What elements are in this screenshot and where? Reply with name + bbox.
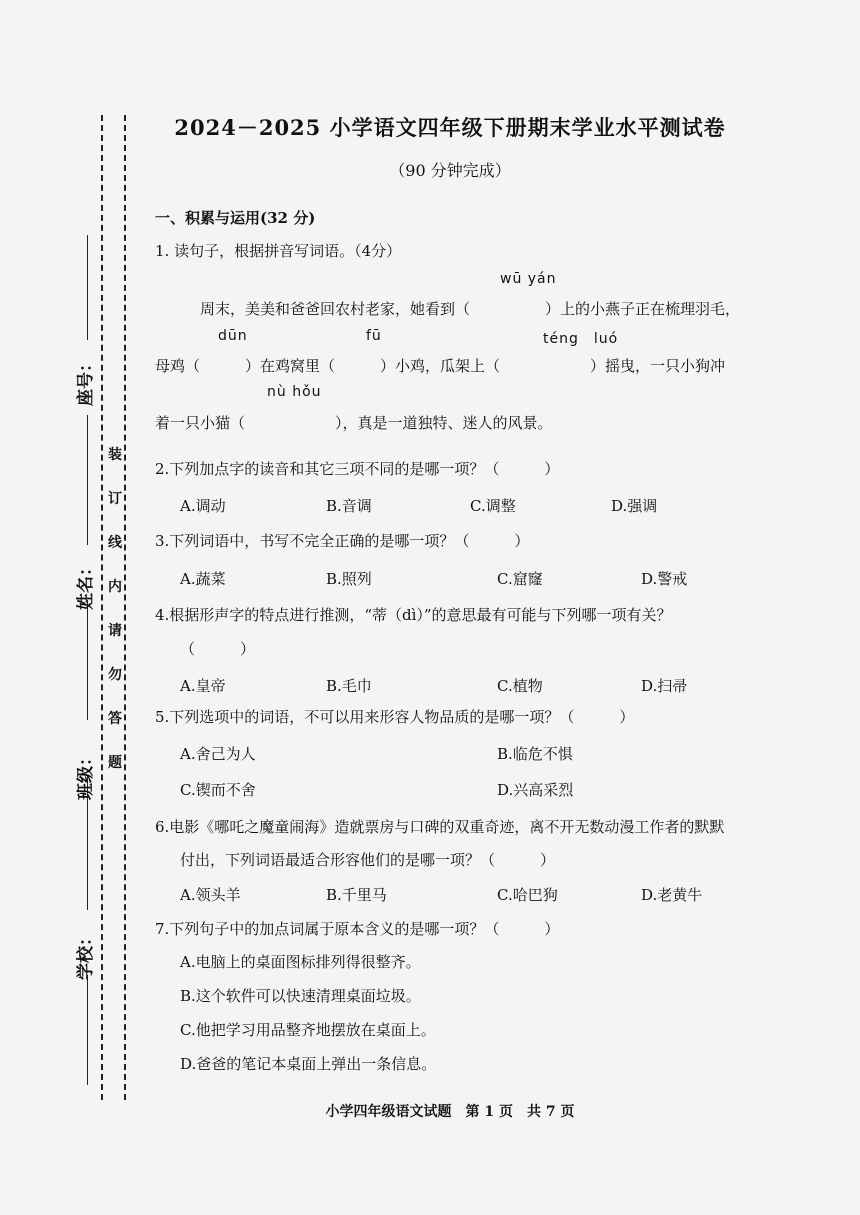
seal-char-7: 答 — [108, 711, 122, 727]
question-6-option-d: D.老黄牛 — [641, 886, 703, 904]
question-5-option-d: D.兴高采烈 — [497, 781, 574, 799]
question-6-stem: 6.电影《哪吒之魔童闹海》造就票房与口碑的双重奇迹，离不开无数动漫工作者的默默 — [155, 818, 725, 836]
seal-char-2: 订 — [108, 491, 122, 507]
seal-char-6: 勿 — [108, 667, 122, 683]
question-4-stem: 4.根据形声字的特点进行推测，“蒂（dì）”的意思最有可能与下列哪一项有关？ — [155, 606, 672, 624]
question-1-line-2: 母鸡（ ）在鸡窝里（ ）小鸡，瓜架上（ ）摇曳，一只小狗冲 — [155, 357, 726, 375]
class-label: 班级： — [76, 749, 96, 800]
question-3-option-a: A.蔬菜 — [180, 570, 226, 588]
seal-char-8: 题 — [108, 755, 122, 771]
question-2-option-b: B.音调 — [326, 497, 372, 515]
seal-char-4: 内 — [108, 579, 122, 595]
question-4-option-d: D.扫帚 — [641, 677, 688, 695]
question-1-line-1: 周末，美美和爸爸回农村老家，她看到（ ）上的小燕子正在梳理羽毛， — [200, 300, 741, 318]
question-4-option-b: B.毛巾 — [326, 677, 372, 695]
pinyin-tengluo: téng luó — [543, 331, 619, 347]
seat-number-label: 座号： — [76, 355, 96, 406]
question-7-stem: 7.下列句子中的加点词属于原本含义的是哪一项？（ ） — [155, 920, 560, 938]
name-line — [87, 415, 88, 545]
question-2-stem: 2.下列加点字的读音和其它三项不同的是哪一项？（ ） — [155, 460, 560, 478]
question-6-option-a: A.领头羊 — [180, 886, 241, 904]
page-subtitle: （90 分钟完成） — [389, 161, 511, 180]
pinyin-dun: dūn — [218, 328, 248, 344]
pinyin-fu: fū — [366, 328, 382, 344]
question-3-option-c: C.窟窿 — [497, 570, 543, 588]
pinyin-wuyan: wū yán — [500, 271, 557, 287]
question-1-stem: 1. 读句子，根据拼音写词语。（4分） — [155, 242, 402, 260]
question-1-line-3: 着一只小猫（ ），真是一道独特、迷人的风景。 — [155, 414, 553, 432]
question-6-option-b: B.千里马 — [326, 886, 387, 904]
school-line — [87, 975, 88, 1085]
question-4-option-c: C.植物 — [497, 677, 543, 695]
name-line-2 — [87, 600, 88, 720]
question-3-stem: 3.下列词语中，书写不完全正确的是哪一项？（ ） — [155, 532, 530, 550]
seal-char-5: 请 — [108, 623, 122, 639]
question-5-option-c: C.锲而不舍 — [180, 781, 256, 799]
question-5-option-a: A.舍己为人 — [180, 745, 256, 763]
question-3-option-b: B.照列 — [326, 570, 372, 588]
question-6-stem-2: 付出，下列词语最适合形容他们的是哪一项？（ ） — [180, 851, 556, 869]
binding-dashed-line-left — [101, 115, 103, 1100]
question-7-option-d: D.爸爸的笔记本桌面上弹出一条信息。 — [180, 1055, 437, 1073]
question-4-blank: （ ） — [180, 640, 256, 658]
seat-number-line — [87, 235, 88, 340]
question-2-option-c: C.调整 — [470, 497, 516, 515]
question-2-option-d: D.强调 — [611, 497, 658, 515]
pinyin-nuhou: nù hǒu — [267, 384, 322, 400]
binding-dashed-line-right — [124, 115, 126, 1100]
seal-char-3: 线 — [108, 535, 122, 551]
school-label: 学校： — [76, 929, 96, 980]
seal-char-1: 装 — [108, 447, 122, 463]
question-2-option-a: A.调动 — [180, 497, 226, 515]
question-5-stem: 5.下列选项中的词语，不可以用来形容人物品质的是哪一项？（ ） — [155, 708, 635, 726]
question-4-option-a: A.皇帝 — [180, 677, 226, 695]
page-footer: 小学四年级语文试题 第 1 页 共 7 页 — [325, 1104, 575, 1120]
question-3-option-d: D.警戒 — [641, 570, 688, 588]
question-6-option-c: C.哈巴狗 — [497, 886, 558, 904]
question-7-option-a: A.电脑上的桌面图标排列得很整齐。 — [180, 953, 421, 971]
question-7-option-b: B.这个软件可以快速清理桌面垃圾。 — [180, 987, 421, 1005]
page-title: 2024－2025 小学语文四年级下册期末学业水平测试卷 — [174, 115, 726, 140]
name-label: 姓名： — [76, 559, 96, 610]
section-heading: 一、积累与运用(32 分) — [155, 209, 316, 227]
question-5-option-b: B.临危不惧 — [497, 745, 573, 763]
question-7-option-c: C.他把学习用品整齐地摆放在桌面上。 — [180, 1021, 436, 1039]
